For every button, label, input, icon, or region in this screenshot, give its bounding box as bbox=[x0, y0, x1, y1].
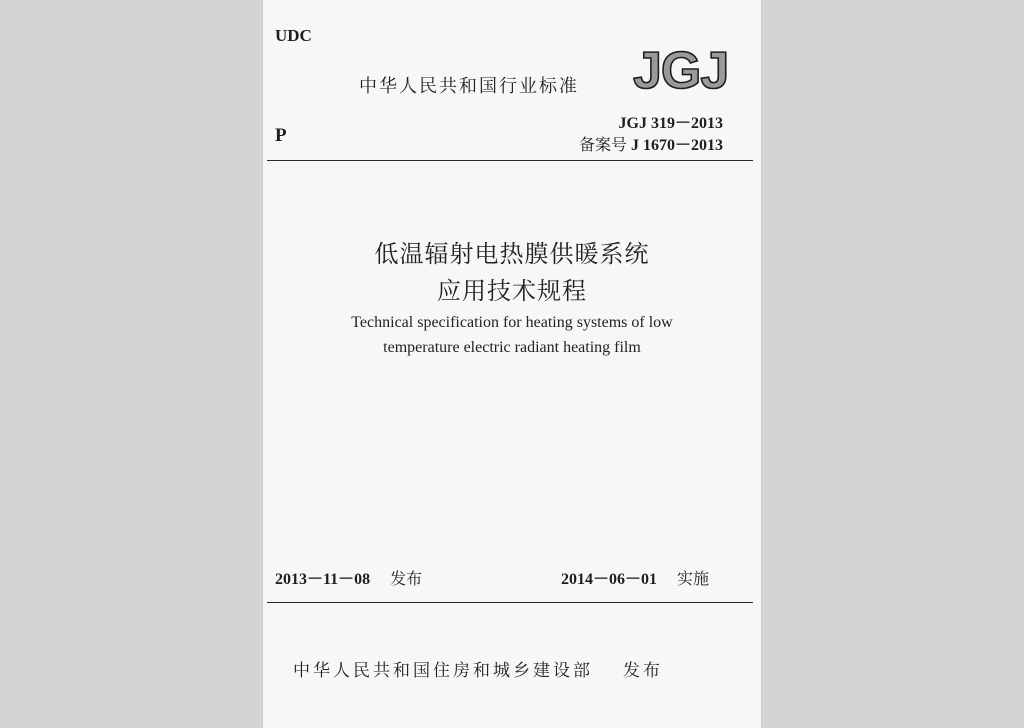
issue-label: 发布 bbox=[390, 569, 423, 588]
classification-letter: P bbox=[275, 125, 287, 146]
title-english-line-2: temperature electric radiant heating film bbox=[383, 339, 641, 356]
title-chinese-line-1: 低温辐射电热膜供暖系统 bbox=[374, 240, 650, 268]
record-value: J 1670－2013 bbox=[630, 137, 723, 154]
implementation-date bbox=[561, 566, 709, 589]
title-chinese-line-2: 应用技术规程 bbox=[437, 277, 587, 305]
bottom-divider bbox=[267, 602, 753, 603]
record-label: 备案号 bbox=[578, 135, 627, 154]
record-number bbox=[579, 132, 723, 155]
standard-code: JGJ 319－2013 bbox=[618, 115, 723, 132]
title-english-line-1: Technical specification for heating systems of low bbox=[351, 314, 673, 331]
standard-cover-page bbox=[263, 0, 761, 728]
top-divider bbox=[267, 160, 753, 161]
standard-type: 中华人民共和国行业标准 bbox=[359, 76, 579, 97]
publisher-name: 中华人民共和国住房和城乡建设部 bbox=[293, 661, 593, 681]
issue-date bbox=[275, 566, 422, 589]
implementation-label: 实施 bbox=[677, 569, 710, 588]
jgj-logo bbox=[631, 40, 729, 96]
issue-date-value: 2013－11－08 bbox=[275, 571, 371, 588]
publisher bbox=[293, 656, 663, 681]
publish-label: 发布 bbox=[623, 661, 663, 681]
implementation-date-value: 2014－06－01 bbox=[561, 571, 658, 588]
udc-label: UDC bbox=[275, 26, 312, 45]
jgj-logo-text: JGJ bbox=[633, 42, 729, 96]
